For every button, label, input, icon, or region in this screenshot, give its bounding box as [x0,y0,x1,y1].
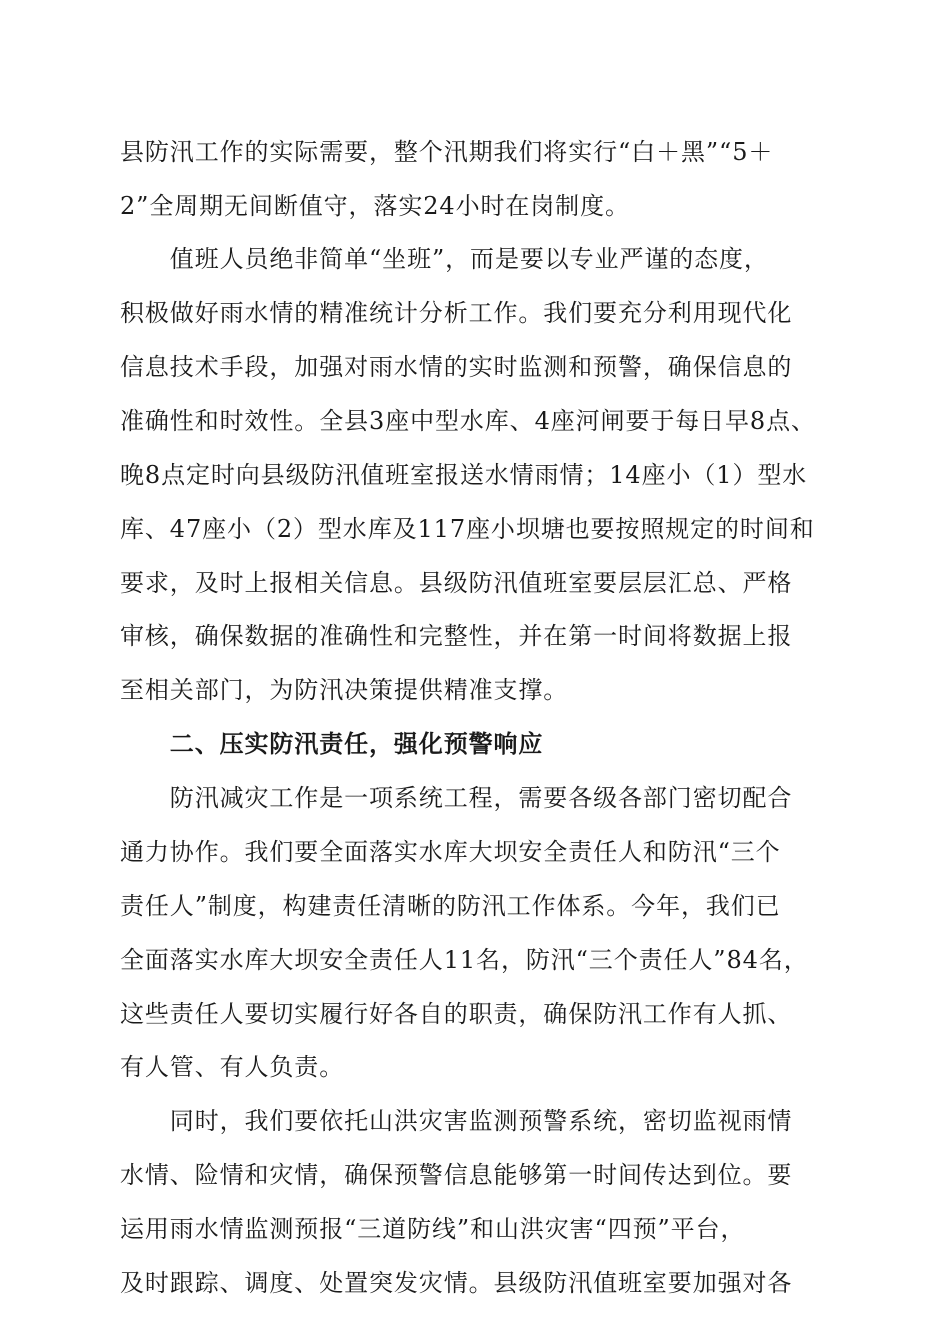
body-text-line: 全面落实水库大坝安全责任人11名，防汛“三个责任人”84名， [120,946,809,974]
body-text-line: 至相关部门，为防汛决策提供精准支撑。 [120,676,569,704]
body-text-line: 这些责任人要切实履行好各自的职责，确保防汛工作有人抓、 [120,1000,793,1028]
section-heading: 二、压实防汛责任，强化预警响应 [120,730,544,758]
body-text-line: 值班人员绝非简单“坐班”，而是要以专业严谨的态度， [120,245,769,273]
body-text-line: 通力协作。我们要全面落实水库大坝安全责任人和防汛“三个 [120,838,781,866]
body-text-line: 水情、险情和灾情，确保预警信息能够第一时间传达到位。要 [120,1161,793,1189]
body-text-line: 库、47座小（2）型水库及117座小坝塘也要按照规定的时间和 [120,515,815,543]
body-text-line: 防汛减灾工作是一项系统工程，需要各级各部门密切配合 [120,784,793,812]
body-text-line: 积极做好雨水情的精准统计分析工作。我们要充分利用现代化 [120,299,793,327]
body-text-line: 信息技术手段，加强对雨水情的实时监测和预警，确保信息的 [120,353,793,381]
body-text-line: 及时跟踪、调度、处置突发灾情。县级防汛值班室要加强对各 [120,1269,793,1297]
body-text-line: 要求，及时上报相关信息。县级防汛值班室要层层汇总、严格 [120,569,793,597]
body-text-line: 责任人”制度，构建责任清晰的防汛工作体系。今年，我们已 [120,892,781,920]
body-text-line: 运用雨水情监测预报“三道防线”和山洪灾害“四预”平台， [120,1215,746,1243]
body-text-line: 有人管、有人负责。 [120,1053,345,1081]
body-text-line: 2”全周期无间断值守，落实24小时在岗制度。 [120,192,630,220]
body-text-line: 同时，我们要依托山洪灾害监测预警系统，密切监视雨情 [120,1107,793,1135]
body-text-line: 审核，确保数据的准确性和完整性，并在第一时间将数据上报 [120,622,793,650]
body-text-line: 县防汛工作的实际需要，整个汛期我们将实行“白＋黑”“5＋ [120,138,774,166]
body-text-line: 准确性和时效性。全县3座中型水库、4座河闸要于每日早8点、 [120,407,816,435]
body-text-line: 晚8点定时向县级防汛值班室报送水情雨情；14座小（1）型水 [120,461,808,489]
